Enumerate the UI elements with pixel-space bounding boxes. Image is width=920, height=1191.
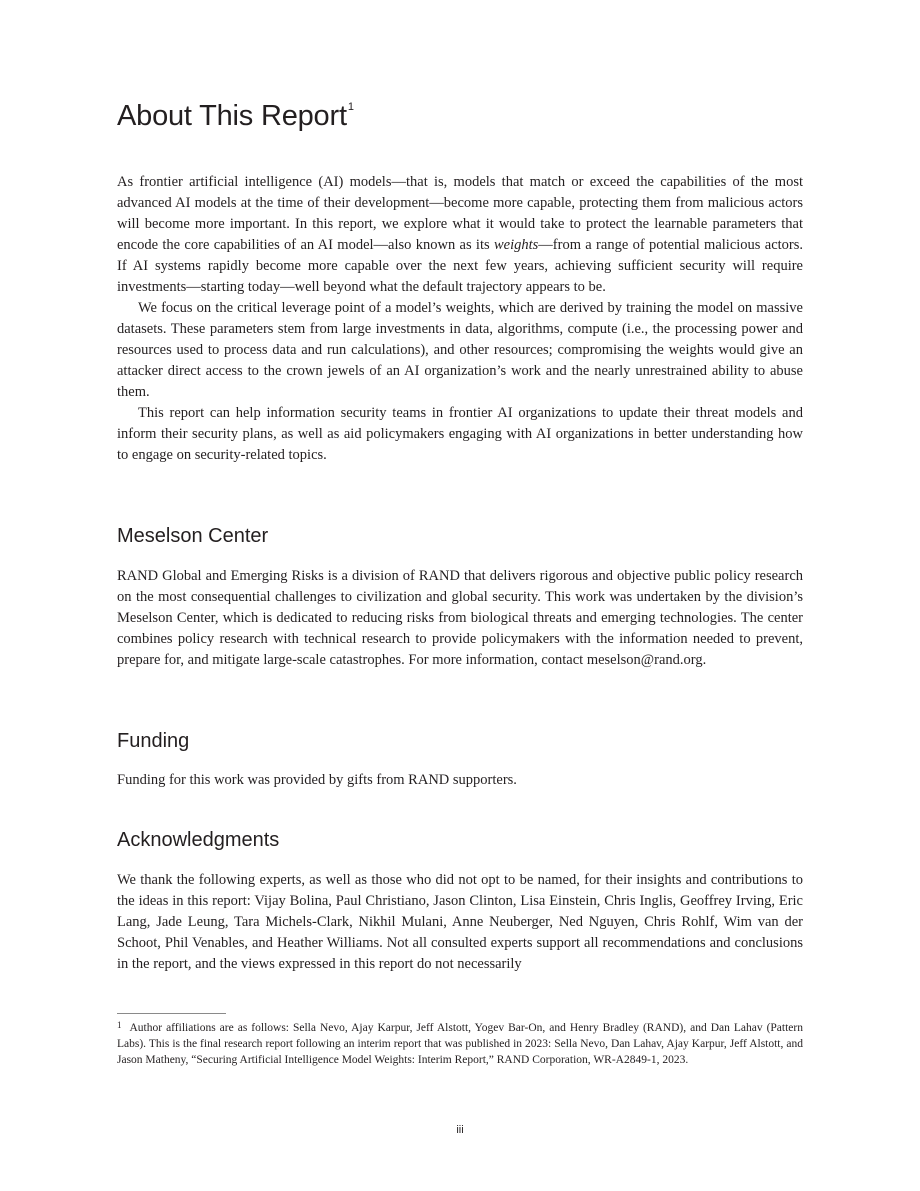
footnote-mark: 1 xyxy=(117,1020,122,1030)
acknowledgments-heading: Acknowledgments xyxy=(117,829,280,851)
acknowledgments-section xyxy=(117,870,803,975)
funding-heading: Funding xyxy=(117,730,190,752)
page-number: iii xyxy=(456,1124,464,1136)
intro-paragraph-3: This report can help information security teams in frontier AI organizations to update their threat models and inform their security plans, as well as aid policymakers engaging with AI organizations in better understanding how to engage on security-related topics. xyxy=(117,405,803,463)
footnote-text: Author affiliations are as follows: Sella Nevo, Ajay Karpur, Jeff Alstott, Yogev Bar-On, and Henry Bradley (RAND), and Dan Lahav (Pattern Labs). This is the final research report following an interim report that was published in 2023: Sella Nevo, Dan Lahav, Ajay Karpur, Jeff Alstott, and Jason Matheny, “Securing Artificial Intelligence Model Weights: Interim Report,” RAND Corporation, WR-A2849-1, 2023. xyxy=(117,1022,803,1066)
page-title: About This Report$^1$ xyxy=(117,100,354,132)
intro-section xyxy=(117,172,803,466)
meselson-heading: Meselson Center xyxy=(117,525,269,547)
footnote xyxy=(117,1020,803,1068)
funding-paragraph: Funding for this work was provided by gifts from RAND supporters. xyxy=(117,772,517,788)
acknowledgments-paragraph: We thank the following experts, as well as those who did not opt to be named, for their insights and contributions to the ideas in this report: Vijay Bolina, Paul Christiano, Jason Clinton, Lisa Einstein, Chris Inglis, Geoffrey Irving, Eric Lang, Jade Leung, Tara Michels-Clark, Nikhil Mulani, Anne Neuberger, Ned Nguyen, Chris Rohlf, Wim van der Schoot, Phil Venables, and Heather Williams. Not all consulted experts support all recommendations and conclusions in the report, and the views expressed in this report do not necessarily xyxy=(117,872,803,972)
intro-paragraph-1: As frontier artificial intelligence (AI) models—that is, models that match or exceed the capabilities of the most advanced AI models at the time of their development—become more capable, protecting them from malicious actors will become more important. In this report, we explore what it would take to protect the learnable parameters that encode the core capabilities of an AI model—also known as its weights—from a range of potential malicious actors. If AI systems rapidly become more capable over the next few years, achieving sufficient security will require investments—starting today—well beyond what the default trajectory appears to be. xyxy=(117,174,804,295)
meselson-section xyxy=(117,566,803,671)
meselson-paragraph: RAND Global and Emerging Risks is a division of RAND that delivers rigorous and objective public policy research on the most consequential challenges to civilization and global security. This work was undertaken by the division’s Meselson Center, which is dedicated to reducing risks from biological threats and emerging technologies. The center combines policy research with technical research to provide policymakers with the information needed to prevent, prepare for, and mitigate large-scale catastrophes. For more information, contact meselson@rand.org. xyxy=(117,568,803,668)
footnote-divider xyxy=(117,1013,226,1014)
intro-paragraph-2: We focus on the critical leverage point of a model’s weights, which are derived by training the model on massive datasets. These parameters stem from large investments in data, algorithms, compute (i.e., the processing power and resources used to process data and run calculations), and other resources; compromising the weights would give an attacker direct access to the crown jewels of an AI organization’s work and the nearly unrestrained ability to abuse them. xyxy=(117,300,803,400)
footnote-reference[interactable]: 1 xyxy=(347,101,354,114)
funding-section xyxy=(117,770,803,791)
